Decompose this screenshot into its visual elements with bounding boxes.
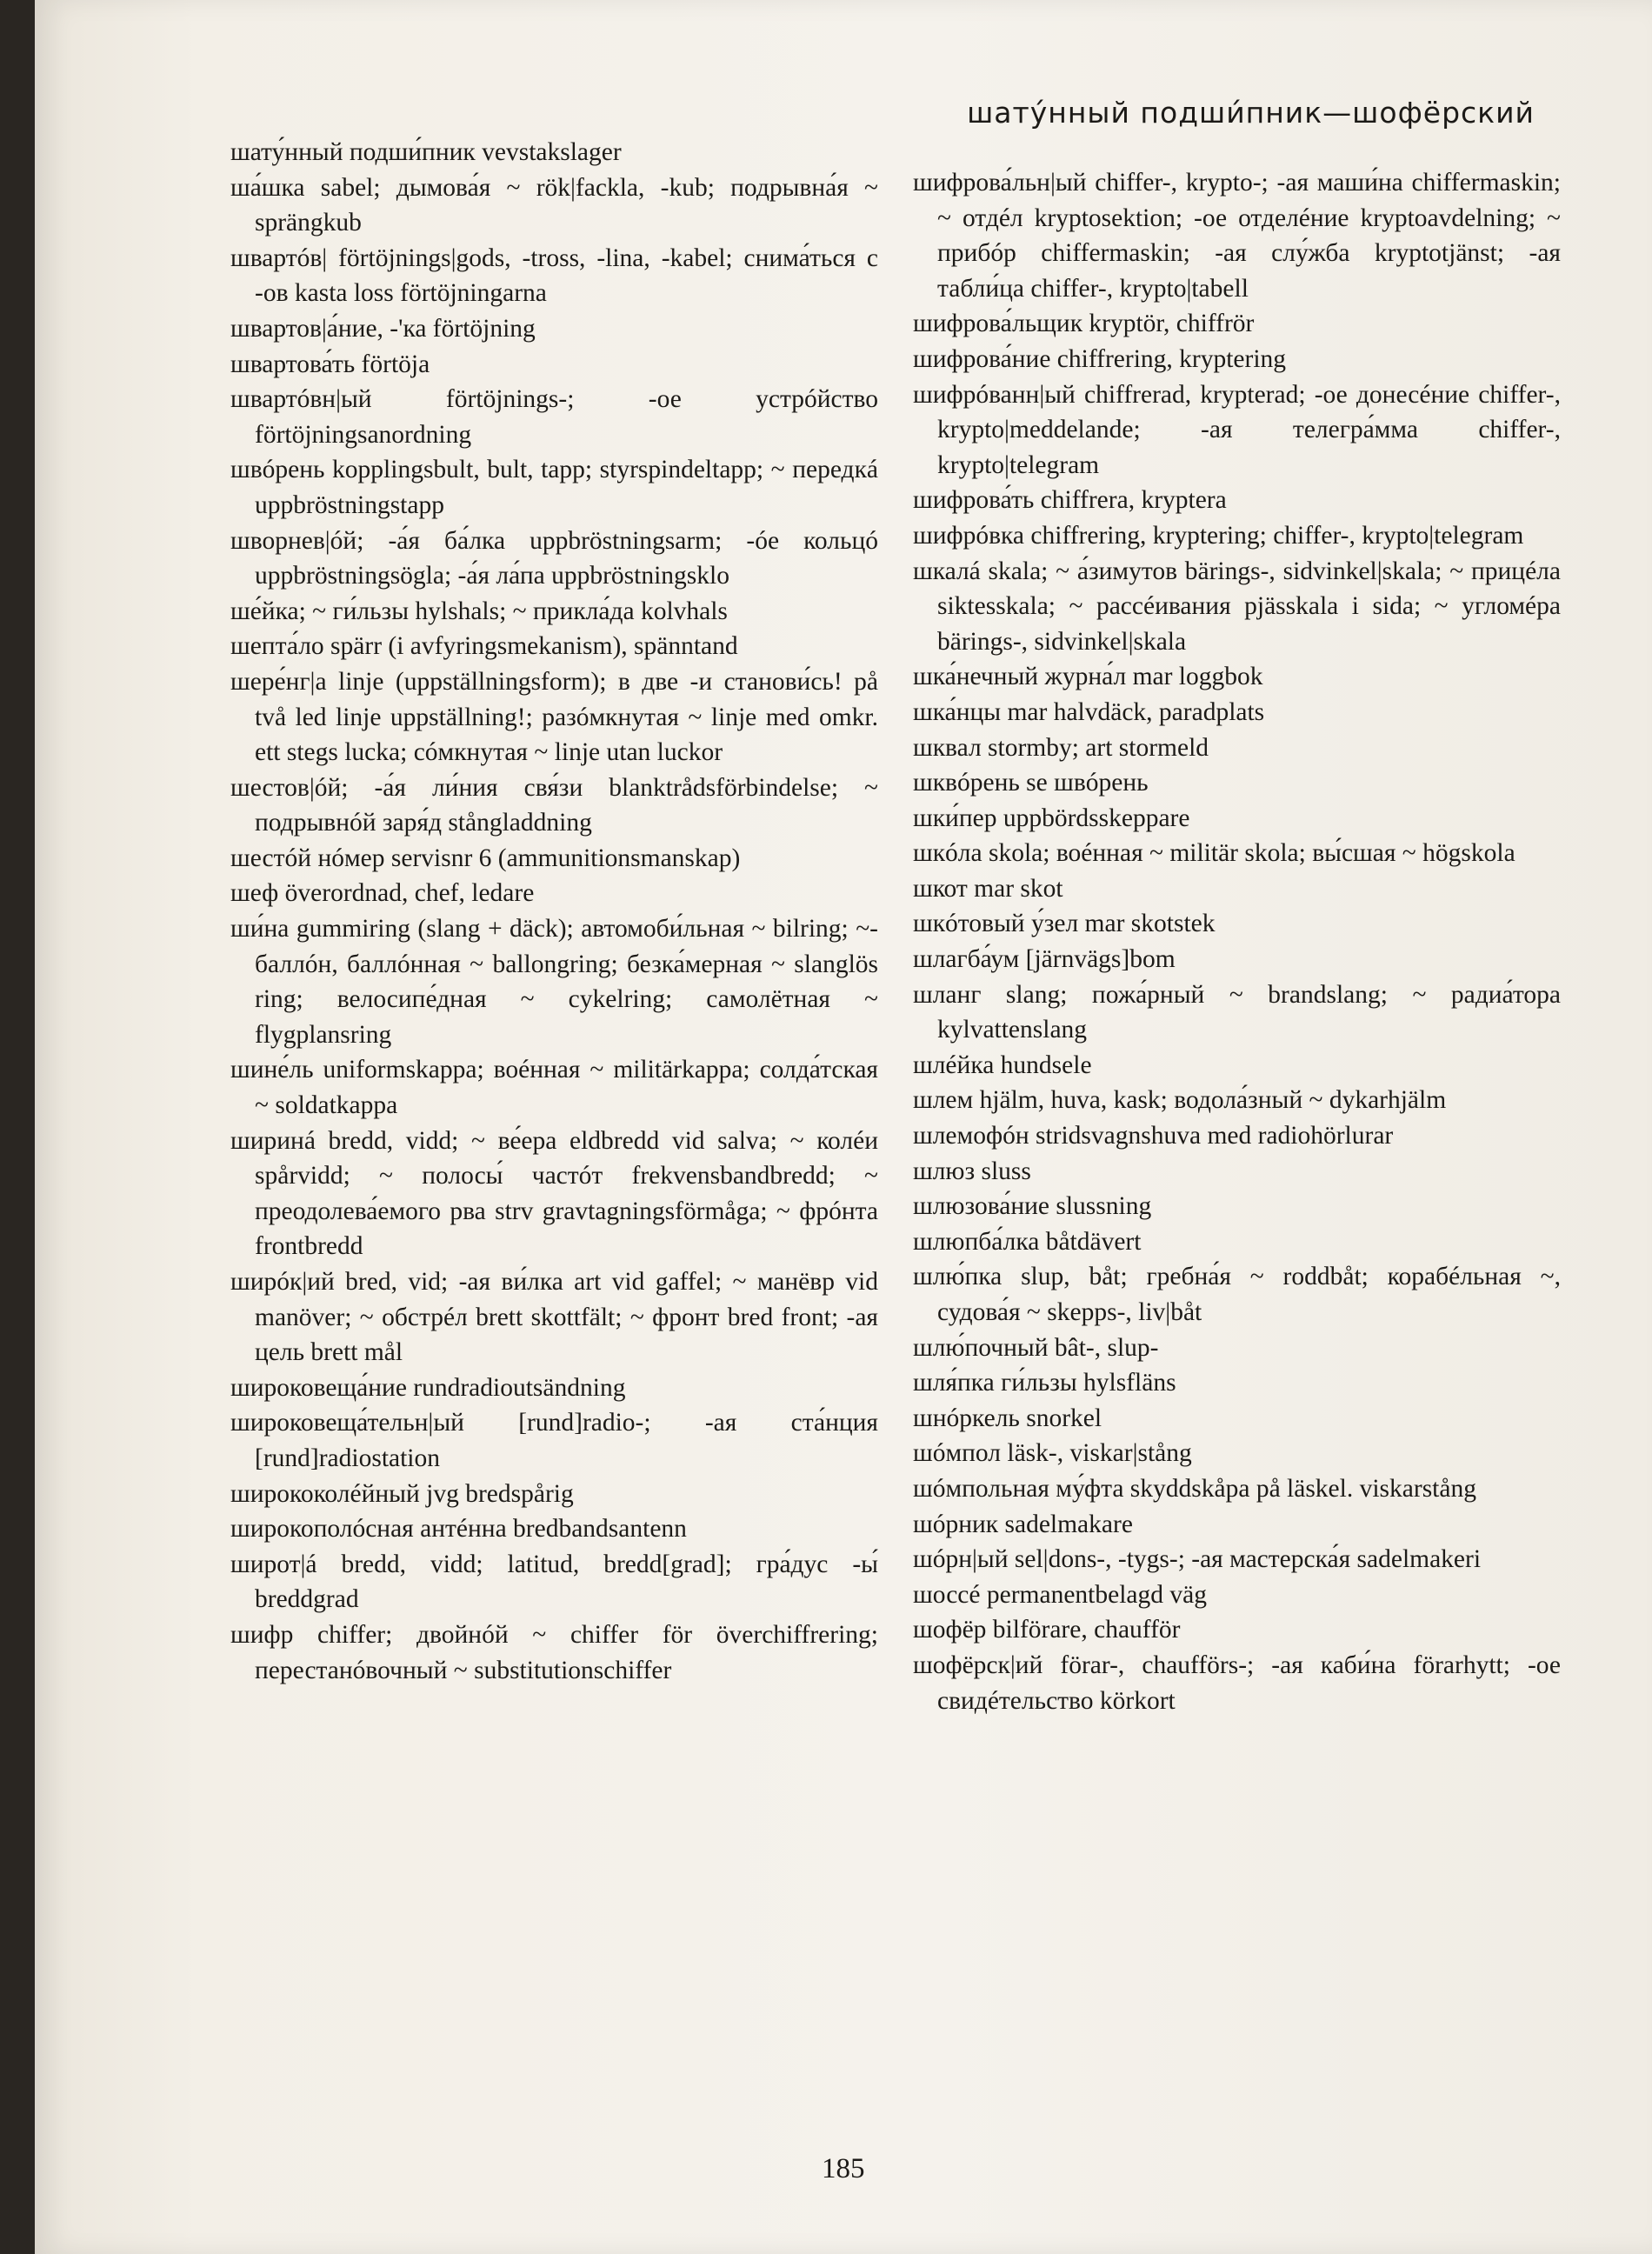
entry: шквóрень se швóрень bbox=[913, 769, 1149, 797]
entry: швартов|а́ние, -'ка förtöjning bbox=[230, 314, 536, 343]
entry: шля́пка ги́льзы hylsfläns bbox=[913, 1369, 1176, 1397]
entry: шóрн|ый sel|dons-, -tygs-; -ая мастерска́я sadelmakeri bbox=[913, 1545, 1482, 1574]
entry: ши́на gummiring (slang + däck); автомоби́льная ~ bilring; ~-баллóн, баллóнная ~ ballongring; безка́мерная ~ slanglös ring; велосипе́дная ~ cykelring; самолётная ~ flygplansring bbox=[230, 915, 878, 1049]
running-header: шату́нный подши́пник—шофёрский bbox=[967, 96, 1535, 130]
entry: шланг slang; пожа́рный ~ brandslang; ~ радиа́тора kylvattenslang bbox=[913, 980, 1561, 1044]
entry: шифрова́льщик kryptör, chiffrör bbox=[913, 310, 1255, 338]
entry: шлю́пка slup, båt; гребна́я ~ roddbåt; корабéльная ~, судова́я ~ skepps-, liv|båt bbox=[913, 1263, 1561, 1326]
entry: шлюз sluss bbox=[913, 1157, 1031, 1185]
entry: шере́нг|а linje (uppställningsform); в две -и станови́сь! på två led linje uppställning!; разóмкнутая ~ linje med omkr. ett stegs lucka; сóмкнутая ~ linje utan luckor bbox=[230, 667, 878, 767]
entry: ша́шка sabel; дымова́я ~ rök|fackla, -kub; подрывна́я ~ sprängkub bbox=[230, 173, 878, 237]
entry: шифрóванн|ый chiffrerad, krypterad; -ое донесéние chiffer-, krypto|meddelande; -ая телегра́мма chiffer-, krypto|telegram bbox=[913, 380, 1561, 479]
entry: шлéйка hundsele bbox=[913, 1050, 1092, 1079]
entry: шине́ль uniformskappa; воéнная ~ militärkappa; солда́тская ~ soldatkappa bbox=[230, 1056, 878, 1120]
entry: шóрник sadelmakare bbox=[913, 1510, 1133, 1538]
left-column bbox=[230, 135, 878, 1688]
entry: шофёр bilförare, chaufför bbox=[913, 1616, 1181, 1644]
entry: ше́йка; ~ ги́льзы hylshals; ~ прикла́да kolvhals bbox=[230, 597, 728, 625]
entry: швартóвн|ый förtöjnings-; -ое устрóйство förtöjningsanordning bbox=[230, 385, 878, 449]
entry: шкóла skola; воéнная ~ militär skola; вы́сшая ~ högskola bbox=[913, 839, 1515, 868]
entry: шестóй нóмер servisnr 6 (ammunitionsmanskap) bbox=[230, 844, 741, 872]
entry: шкалá skala; ~ а́зимутов bärings-, sidvinkel|skala; ~ прицéла siktesskala; ~ рассéивания pjässkala i sida; ~ угломéра bärings-, sidvinkel|skala bbox=[913, 557, 1561, 656]
entry: шквал stormby; art stormeld bbox=[913, 733, 1209, 762]
entry: шка́нечный журна́л mar loggbok bbox=[913, 663, 1263, 691]
entry: шепта́ло spärr (i avfyringsmekanism), spänntand bbox=[230, 632, 738, 661]
entry: шлю́почный bât-, slup- bbox=[913, 1333, 1159, 1362]
entry: шлюзова́ние slussning bbox=[913, 1192, 1152, 1221]
entry: ширококолéйный jvg bredspårig bbox=[230, 1479, 574, 1508]
right-column bbox=[913, 165, 1561, 1718]
entry: шкот mar skot bbox=[913, 874, 1063, 903]
entry: швартóв| förtöjnings|gods, -tross, -lina, -kabel; снима́ться с -ов kasta loss förtöjningarna bbox=[230, 243, 878, 308]
entry: швóрень kopplingsbult, bult, tapp; styrspindeltapp; ~ передкá uppbröstningstapp bbox=[230, 456, 878, 519]
entry: шлем hjälm, huva, kask; водола́зный ~ dykarhjälm bbox=[913, 1086, 1447, 1115]
entry: широт|á bredd, vidd; latitud, bredd[grad]; гра́дус -ы́ breddgrad bbox=[230, 1550, 878, 1614]
entry: шлемофóн stridsvagnshuva med radiohörlurar bbox=[913, 1122, 1394, 1150]
page-number: 185 bbox=[822, 2153, 865, 2184]
entry: швартова́ть förtöja bbox=[230, 350, 430, 378]
entry: ширинá bredd, vidd; ~ ве́ера eldbredd vid salva; ~ колéи spårvidd; ~ полосы́ частóт frekvensbandbredd; ~ преодолева́емого рва strv gravtagningsförmåga; ~ фрóнта frontbredd bbox=[230, 1126, 878, 1261]
entry: шлюпба́лка båtdävert bbox=[913, 1227, 1142, 1256]
entry: шóмпол läsk-, viskar|stång bbox=[913, 1439, 1192, 1468]
entry: ширóк|ий bred, vid; -ая ви́лка art vid gaffel; ~ манёвр vid manöver; ~ обстрéл brett skottfält; ~ фронт bred front; -ая цель brett mål bbox=[230, 1268, 878, 1367]
entry: шату́нный подши́пник vevstakslager bbox=[230, 138, 622, 166]
entry: шка́нцы mar halvdäck, paradplats bbox=[913, 697, 1265, 726]
entry: шеф överordnad, chef, ledare bbox=[230, 879, 535, 908]
entry: шифр chiffer; двойнóй ~ chiffer för överchiffrering; перестанóвочный ~ substitutionschiffer bbox=[230, 1620, 878, 1684]
entry: шóмпольная му́фта skyddskåpa på läskel. viskarstång bbox=[913, 1474, 1476, 1503]
entry: широковеща́тельн|ый [rund]radio-; -ая ста́нция [rund]radiostation bbox=[230, 1409, 878, 1472]
entry: шворнев|óй; -а́я ба́лка uppbröstningsarm; -óе кольцó uppbröstningsögla; -а́я ла́па uppbröstningsklo bbox=[230, 526, 878, 590]
entry: шифрова́ть chiffrera, kryptera bbox=[913, 486, 1227, 515]
entry: шлагба́ум [järnvägs]bom bbox=[913, 945, 1176, 974]
entry: шнóркель snorkel bbox=[913, 1404, 1102, 1432]
entry: шоссé permanentbelagd väg bbox=[913, 1580, 1207, 1609]
entry: шестов|óй; -а́я ли́ния свя́зи blanktrådsförbindelse; ~ подрывнóй заря́д stångladdning bbox=[230, 773, 878, 837]
entry: шофёрск|ий förar-, chaufförs-; -ая каби́на förarhytt; -ое свидéтельство körkort bbox=[913, 1650, 1561, 1715]
entry: шки́пер uppbördsskeppare bbox=[913, 804, 1190, 832]
entry: широкополóсная антéнна bredbandsantenn bbox=[230, 1515, 687, 1544]
dictionary-page bbox=[35, 0, 1652, 2254]
entry: шифрова́льн|ый chiffer-, krypto-; -ая маши́на chiffermaskin; ~ отдéл kryptosektion; -ое отделéние kryptoavdelning; ~ прибóр chiffermaskin; -ая слу́жба kryptotjänst; -ая табли́ца chiffer-, krypto|tabell bbox=[913, 169, 1561, 303]
entry: шифрова́ние chiffrering, kryptering bbox=[913, 344, 1287, 373]
entry: шкóтовый у́зел mar skotstek bbox=[913, 910, 1216, 938]
entry: шифрóвка chiffrering, kryptering; chiffer-, krypto|telegram bbox=[913, 521, 1524, 550]
entry: широковеща́ние rundradioutsändning bbox=[230, 1373, 626, 1402]
